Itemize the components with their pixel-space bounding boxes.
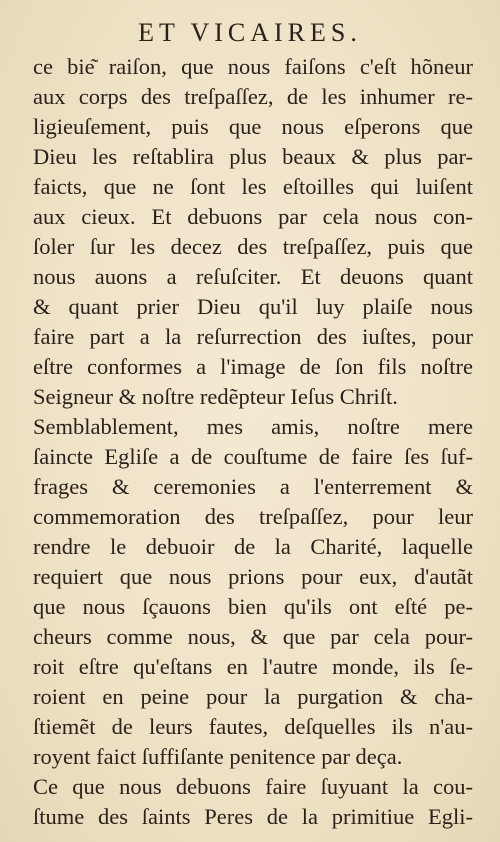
text-line: Dieu les reſtablira plus beaux & plus par- <box>33 144 473 169</box>
text-line: roit eſtre qu'eſtans en l'autre monde, ils ſe- <box>33 654 473 679</box>
text-line: ſtiemẽt de leurs fautes, deſquelles ils n'au- <box>33 714 473 739</box>
text-line: Seigneur & noſtre redẽpteur Ieſus Chriſt. <box>33 384 398 409</box>
text-line: royent faict ſuffiſante penitence par deça. <box>33 744 403 769</box>
running-head <box>0 18 500 48</box>
text-line: faire part a la reſurrection des iuſtes, pour <box>33 324 473 349</box>
text-line: ce bie͂ raiſon, que nous faiſons c'eſt hõneur <box>33 54 473 79</box>
text-line: Ce que nous debuons faire ſuyuant la cou- <box>33 774 473 799</box>
text-line: ſaincte Egliſe a de couſtume de faire ſes ſuf- <box>33 444 473 469</box>
text-line: commemoration des treſpaſſez, pour leur <box>33 504 473 529</box>
text-line: nous auons a reſuſciter. Et deuons quant <box>33 264 473 289</box>
text-line: requiert que nous prions pour eux, d'autãt <box>33 564 473 589</box>
text-line: & quant prier Dieu qu'il luy plaiſe nous <box>33 294 473 319</box>
text-line: frages & ceremonies a l'enterrement & <box>33 474 473 499</box>
text-line: aux cieux. Et debuons par cela nous con- <box>33 204 473 229</box>
body-text <box>33 52 473 832</box>
running-head-text: ET VICAIRES. <box>138 18 362 47</box>
text-line: Semblablement, mes amis, noſtre mere <box>33 414 473 439</box>
text-line: eſtre conformes a l'image de ſon fils noſtre <box>33 354 473 379</box>
text-line: ſoler ſur les decez des treſpaſſez, puis que <box>33 234 473 259</box>
text-line: roient en peine pour la purgation & cha- <box>33 684 473 709</box>
text-line: aux corps des treſpaſſez, de les inhumer re- <box>33 84 473 109</box>
text-line: ligieuſement, puis que nous eſperons que <box>33 114 473 139</box>
text-line: faicts, que ne ſont les eſtoilles qui luiſent <box>33 174 473 199</box>
text-line: rendre le debuoir de la Charité, laquelle <box>33 534 473 559</box>
text-line: ſtume des ſaints Peres de la primitiue Egli- <box>33 804 473 829</box>
text-line: cheurs comme nous, & que par cela pour- <box>33 624 473 649</box>
text-line: que nous ſçauons bien qu'ils ont eſté pe- <box>33 594 473 619</box>
